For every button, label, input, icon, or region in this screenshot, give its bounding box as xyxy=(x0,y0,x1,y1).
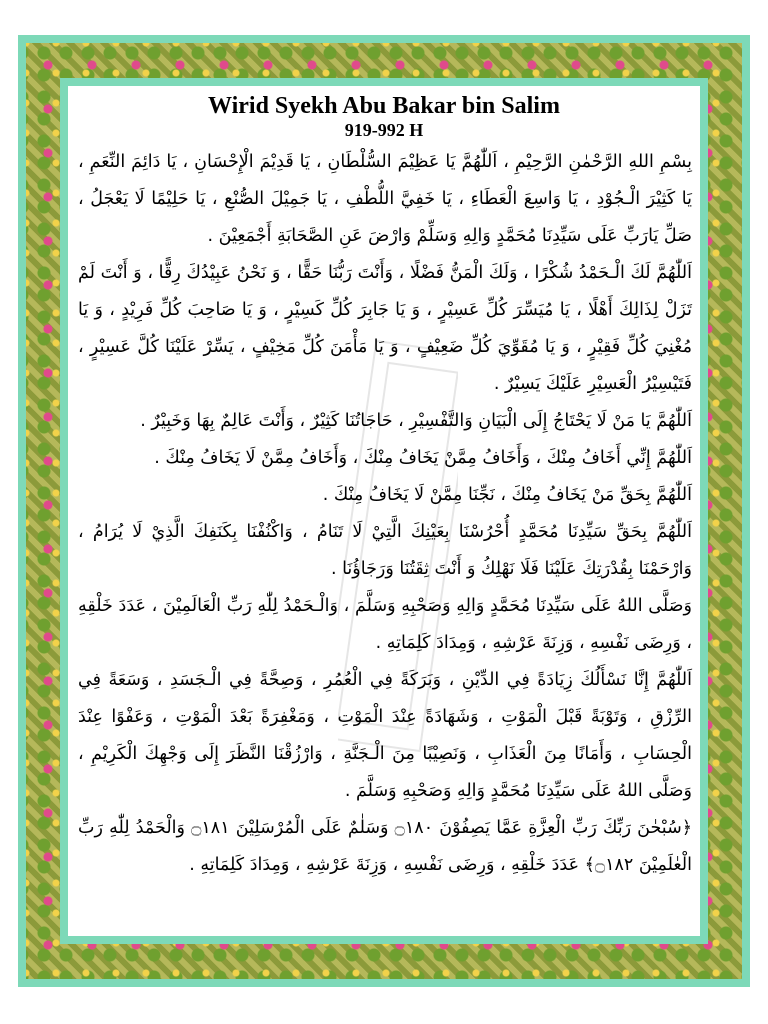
document-title: Wirid Syekh Abu Bakar bin Salim xyxy=(208,93,560,119)
paragraph-uhrusna: اَللّٰهُمَّ بِحَقِّ سَيِّدِنَا مُحَمَّدٍ أُحْرُسْنَا بِعَيْنِكَ الَّتِيْ لَا تَنَامُ ، وَاكْنُفْنَا بِكَنَفِكَ الَّذِيْ لَا يُرَامُ ، وَارْحَمْنَا بِقُدْرَتِكَ عَلَيْنَا فَلَا نَهْلِكُ وَ أَنْتَ ثِقَتُنَا وَرَجَاؤُنَا . xyxy=(78,522,692,579)
paragraph-salawat: وَصَلَّى اللهُ عَلَى سَيِّدِنَا مُحَمَّدٍ وَالِهِ وَصَحْبِهِ وَسَلَّمَ ، وَالْـحَمْدُ لِلّٰهِ رَبِّ الْعَالَمِيْنَ ، عَدَدَ خَلْقِهِ ، وَرِضَى نَفْسِهِ ، وَزِنَةَ عَرْشِهِ ، وَمِدَادَ كَلِمَاتِهِ . xyxy=(78,596,692,653)
paragraph-khauf: اَللّٰهُمَّ إِنِّي أَخَافُ مِنْكَ ، وَأَخَافُ مِمَّنْ يَخَافُ مِنْكَ ، وَأَخَافُ مِمَّنْ لَا يَخَافُ مِنْكَ . xyxy=(154,448,692,468)
content-area xyxy=(68,86,700,936)
document-subtitle: 919-992 H xyxy=(344,120,424,140)
paragraph-najjina: اَللّٰهُمَّ بِحَقِّ مَنْ يَخَافُ مِنْكَ ، نَجِّنَا مِمَّنْ لَا يَخَافُ مِنْكَ . xyxy=(322,485,692,505)
paragraph-dua: اَللّٰهُمَّ إِنَّا نَسْأَلُكَ زِيَادَةً فِي الدِّيْنِ ، وَبَرَكَةً فِي الْعُمُرِ ، وَصِحَّةً فِي الْـجَسَدِ ، وَسَعَةً فِي الرِّزْقِ ، وَتَوْبَةً قَبْلَ الْمَوْتِ ، وَشَهَادَةً عِنْدَ الْمَوْتِ ، وَمَغْفِرَةً بَعْدَ الْمَوْتِ ، وَعَفْوًا عِنْدَ الْحِسَابِ ، وَأَمَانًا مِنَ الْعَذَابِ ، وَنَصِيْبًا مِنَ الْـجَنَّةِ ، وَارْزُقْنَا النَّظَرَ إِلَى وَجْهِكَ الْكَرِيْمِ ، وَصَلَّى اللهُ عَلَى سَيِّدِنَا مُحَمَّدٍ وَالِهِ وَصَحْبِهِ وَسَلَّمَ . xyxy=(78,670,692,801)
paragraph-closing: ﴿سُبْحٰنَ رَبِّكَ رَبِّ الْعِزَّةِ عَمَّا يَصِفُوْنَ ۝١٨٠ وَسَلٰمٌ عَلَى الْمُرْسَلِيْنَ ۝١٨١ وَالْحَمْدُ لِلّٰهِ رَبِّ الْعٰلَمِيْنَ ۝١٨٢﴾ عَدَدَ خَلْقِهِ ، وَرِضَى نَفْسِهِ ، وَزِنَةَ عَرْشِهِ ، وَمِدَادَ كَلِمَاتِهِ . xyxy=(78,818,692,875)
paragraph-basmalah: بِسْمِ اللهِ الرَّحْمٰنِ الرَّحِيْمِ ، اَللّٰهُمَّ يَا عَظِيْمَ السُّلْطَانِ ، يَا قَدِيْمَ الْإِحْسَانِ ، يَا دَائِمَ النِّعَمِ ، يَا كَثِيْرَ الْـجُوْدِ ، يَا وَاسِعَ الْعَطَاءِ ، يَا خَفِيَّ اللُّطْفِ ، يَا جَمِيْلَ الصُّنْعِ ، يَا حَلِيْمًا لَا يَعْجَلُ ، صَلِّ يَارَبِّ عَلَى سَيِّدِنَا مُحَمَّدٍ وَالِهِ وَسَلِّمْ وَارْضَ عَنِ الصَّحَابَةِ أَجْمَعِيْنَ . xyxy=(78,152,692,246)
wirid-text xyxy=(78,144,692,884)
paragraph-hajat: اَللّٰهُمَّ يَا مَنْ لَا يَحْتَاجُ إِلَى الْبَيَانِ وَالتَّفْسِيْرِ ، حَاجَاتُنَا كَثِيْرٌ ، وَأَنْتَ عَالِمٌ بِهَا وَخَبِيْرٌ . xyxy=(140,411,692,431)
paragraph-hamd: اَللّٰهُمَّ لَكَ الْـحَمْدُ شُكْرًا ، وَلَكَ الْمَنُّ فَضْلًا ، وَأَنْتَ رَبُّنَا حَقًّا ، وَ نَحْنُ عَبِيْدُكَ رِقًّا ، وَ أَنْتَ لَمْ تَزَلْ لِذَالِكَ أَهْلًا ، يَا مُيَسِّرَ كُلِّ عَسِيْرٍ ، وَ يَا جَابِرَ كُلِّ كَسِيْرٍ ، وَ يَا صَاحِبَ كُلِّ فَرِيْدٍ ، وَ يَا مُغْنِيَ كُلِّ فَقِيْرٍ ، وَ يَا مُقَوِّيَ كُلِّ ضَعِيْفٍ ، وَ يَا مَأْمَنَ كُلِّ مَخِيْفٍ ، يَسِّرْ عَلَيْنَا كُلَّ عَسِيْرٍ ، فَتَيْسِيْرُ الْعَسِيْرِ عَلَيْكَ يَسِيْرٌ . xyxy=(78,263,692,394)
